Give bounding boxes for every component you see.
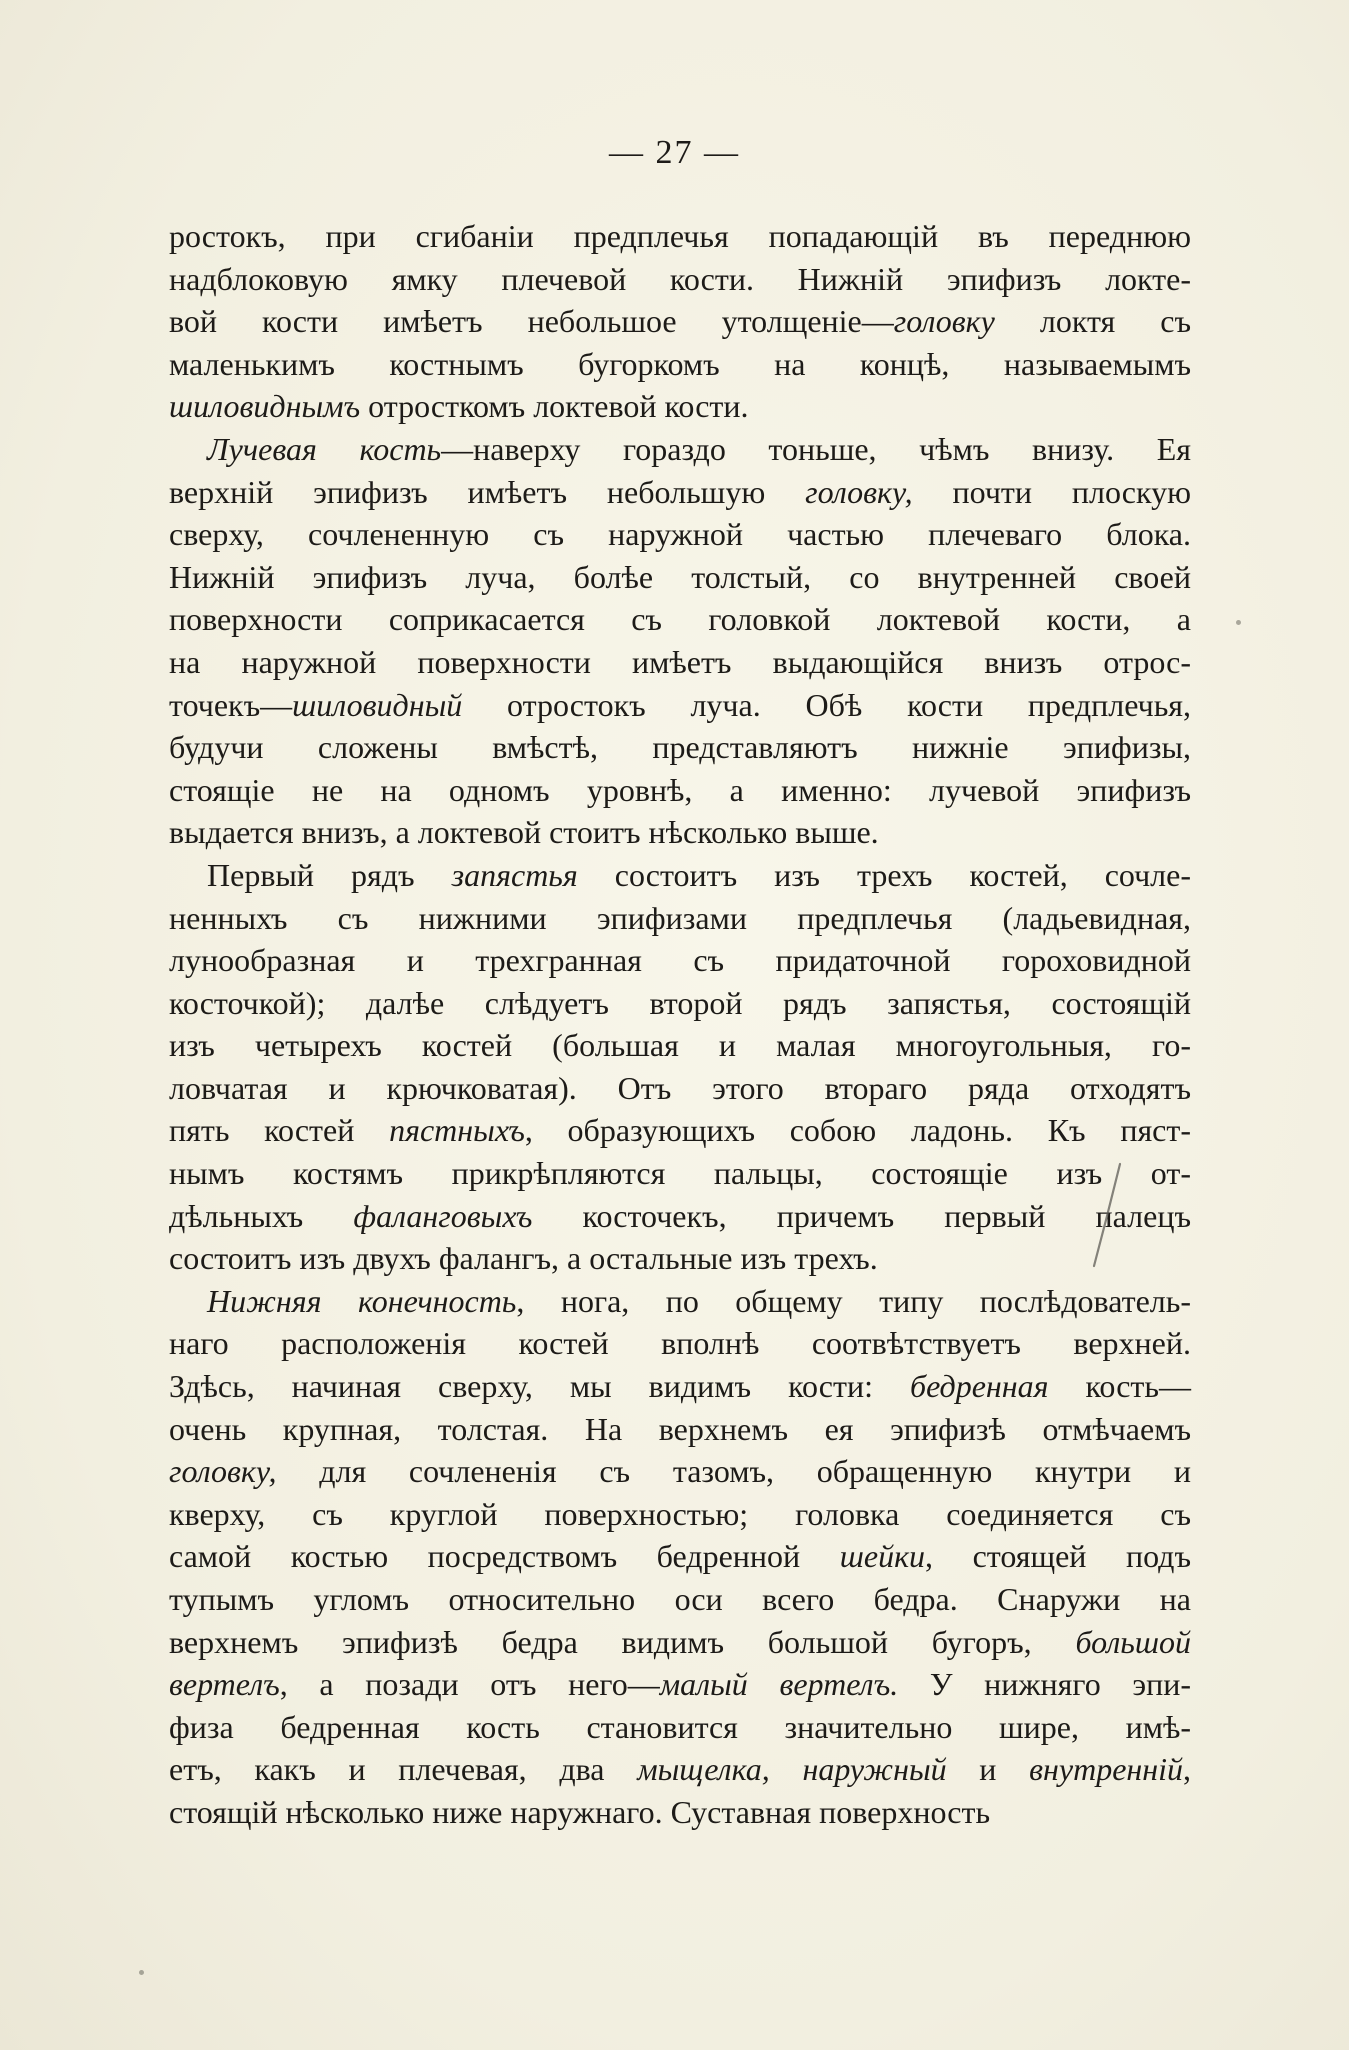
text-run: точекъ— [169,686,293,723]
italic-term: внутренній [1029,1751,1184,1788]
italic-term: вертелъ [169,1666,280,1703]
text-run: , нога, по общему типу послѣдователь- [516,1282,1192,1319]
text-run: дѣльныхъ [169,1197,354,1234]
text-line [169,343,1191,386]
text-run: , образующихъ собою ладонь. Къ пяст- [524,1112,1192,1149]
text-line [169,897,1191,940]
text-line [169,385,1191,428]
text-line [169,1535,1191,1578]
text-run: , а позади отъ него— [279,1666,660,1703]
text-line [169,1706,1191,1749]
body-text [169,215,1191,1834]
text-line [169,811,1191,854]
text-run: отростокъ луча. Обѣ кости предплечья, [462,686,1191,723]
text-line [169,556,1191,599]
text-line [169,1365,1191,1408]
text-run: отросткомъ локтевой кости. [360,388,749,425]
paragraph [169,1280,1191,1834]
text-run: сверху, сочлененную съ наружной частью плечеваго блока. [169,516,1191,553]
paragraph [169,428,1191,854]
text-run: косточкой); далѣе слѣдуетъ второй рядъ запястья, состоящій [169,984,1191,1021]
text-line [169,300,1191,343]
pencil-mark [1076,1160,1136,1280]
text-line [169,1408,1191,1451]
italic-term: головку, [805,473,913,510]
text-run: Первый рядъ [207,856,452,893]
text-run: почти плоскую [912,473,1192,510]
text-run: локтя съ [994,303,1191,340]
text-run: , [1183,1751,1192,1788]
text-line [169,1024,1191,1067]
text-run: Нижній эпифизъ луча, болѣе толстый, со внутренней своей [169,558,1191,595]
text-run: изъ четырехъ костей (большая и малая многоугольныя, го- [169,1027,1191,1064]
text-run: пять костей [169,1112,390,1149]
text-run: маленькимъ костнымъ бугоркомъ на концѣ, называемымъ [169,345,1191,382]
text-line [169,726,1191,769]
italic-term: шейки [839,1538,926,1575]
text-run: очень крупная, толстая. На верхнемъ ея эпифизѣ отмѣчаемъ [169,1410,1191,1447]
text-run: ненныхъ съ нижними эпифизами предплечья (ладьевидная, [169,899,1191,936]
italic-term: головку, [169,1453,277,1490]
text-run: стоящіе не на одномъ уровнѣ, а именно: лучевой эпифизъ [169,771,1191,808]
text-line [169,1195,1191,1238]
text-line [169,1663,1191,1706]
text-line [169,1748,1191,1791]
text-line [169,513,1191,556]
text-run: кость— [1048,1368,1192,1405]
text-run: Здѣсь, начиная сверху, мы видимъ кости: [169,1368,910,1405]
italic-term: малый вертелъ. [659,1666,899,1703]
text-line [169,1450,1191,1493]
text-line [169,471,1191,514]
text-line [169,1791,1191,1834]
text-line [169,1237,1191,1280]
text-run: поверхности соприкасается съ головкой локтевой кости, а [169,601,1191,638]
italic-term: Лучевая кость [207,430,442,467]
italic-term: головку [893,303,995,340]
text-run: лунообразная и трехгранная съ придаточной гороховидной [169,942,1191,979]
text-line [169,769,1191,812]
italic-term: шиловидный [292,686,463,723]
italic-term: фаланговыхъ [353,1197,533,1234]
text-run: будучи сложены вмѣстѣ, представляютъ нижніе эпифизы, [169,729,1191,766]
text-run: самой костью посредствомъ бедренной [169,1538,840,1575]
text-line [169,428,1191,471]
text-run: и [946,1751,1030,1788]
text-run: верхній эпифизъ имѣетъ небольшую [169,473,806,510]
text-run: для сочлененія съ тазомъ, обращенную кнутри и [276,1453,1191,1490]
text-line [169,1322,1191,1365]
text-line [169,258,1191,301]
italic-term: пястныхъ [389,1112,525,1149]
text-line [169,598,1191,641]
text-run: на наружной поверхности имѣетъ выдающійся внизъ отрос- [169,643,1191,680]
text-run: У нижняго эпи- [898,1666,1192,1703]
text-run: косточекъ, причемъ первый палецъ [532,1197,1192,1234]
text-run: тупымъ угломъ относительно оси всего бедра. Снаружи на [169,1581,1191,1617]
text-run: физа бедренная кость становится значительно шире, имѣ- [169,1708,1191,1745]
text-run: —наверху гораздо тоньше, чѣмъ внизу. Ея [441,430,1192,467]
paragraph [169,215,1191,428]
text-run: верхнемъ эпифизѣ бедра видимъ большой бугоръ, [169,1623,1076,1660]
text-run: состоитъ изъ двухъ фалангъ, а остальные изъ трехъ. [169,1240,878,1277]
paper-speck [1236,620,1241,625]
text-run: кверху, съ круглой поверхностью; головка соединяется съ [169,1495,1191,1532]
text-run: надблоковую ямку плечевой кости. Нижній эпифизъ локте- [169,260,1191,297]
text-line [169,641,1191,684]
text-run: состоитъ изъ трехъ костей, сочле- [577,856,1192,893]
text-line [169,684,1191,727]
text-run: выдается внизъ, а локтевой стоитъ нѣсколько выше. [169,814,879,851]
italic-term: бедренная [910,1368,1049,1405]
text-line [169,1621,1191,1664]
text-line [169,982,1191,1025]
text-line [169,1067,1191,1110]
paragraph [169,854,1191,1280]
text-line [169,1109,1191,1152]
page-number: — 27 — [609,134,740,171]
text-run: вой кости имѣетъ небольшое утолщеніе— [169,303,894,340]
text-run: нымъ костямъ прикрѣпляются пальцы, состоящіе изъ от- [169,1155,1191,1192]
text-line [169,1493,1191,1536]
italic-term: запястья [451,856,578,893]
italic-term: мыщелка, наружный [637,1751,947,1788]
text-line [169,854,1191,897]
text-run: , стоящей подъ [925,1538,1192,1575]
italic-term: шиловиднымъ [169,388,361,425]
italic-term: большой [1075,1623,1191,1660]
text-line [169,939,1191,982]
text-line [169,215,1191,258]
text-run: ростокъ, при сгибаніи предплечья попадающій въ переднюю [169,218,1191,254]
text-line [169,1578,1191,1621]
text-line [169,1152,1191,1195]
italic-term: Нижняя конечность [207,1282,517,1319]
text-line [169,1280,1191,1323]
text-run: наго расположенія костей вполнѣ соотвѣтствуетъ верхней. [169,1325,1191,1362]
text-run: стоящій нѣсколько ниже наружнаго. Суставная поверхность [169,1793,991,1830]
text-run: ловчатая и крючковатая). Отъ этого втораго ряда отходятъ [169,1069,1191,1106]
paper-speck [139,1970,144,1975]
text-run: етъ, какъ и плечевая, два [169,1751,638,1788]
